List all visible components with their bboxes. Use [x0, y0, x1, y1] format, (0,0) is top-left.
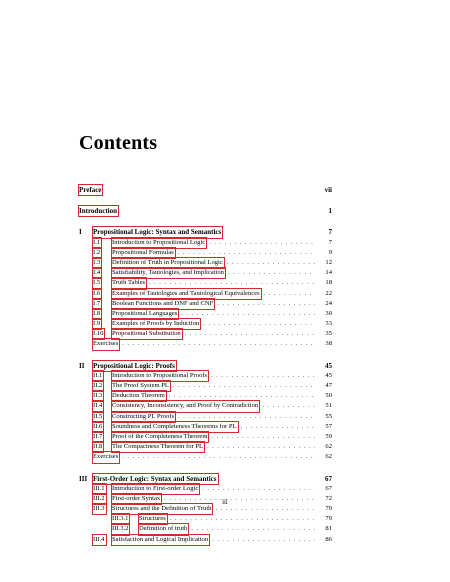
dot-leader	[170, 514, 315, 524]
toc-section-number-link[interactable]: I.10	[93, 329, 104, 339]
toc-page-number: 45	[325, 371, 332, 379]
toc-section-title-link[interactable]: Proof of the Completeness Theorem	[112, 432, 208, 442]
toc-section-title-link[interactable]: Boolean Functions and DNF and CNF	[112, 299, 214, 309]
toc-section-entry	[79, 238, 332, 248]
toc-page-number: 7	[328, 238, 332, 246]
toc-section-entry	[79, 309, 332, 319]
toc-section-entry	[79, 329, 332, 339]
toc-section-entry	[79, 422, 332, 432]
toc-page-number: 35	[325, 330, 332, 338]
toc-section-number-link[interactable]: I.4	[93, 268, 101, 278]
dot-leader	[122, 452, 315, 462]
toc-section-number-link[interactable]: II.1	[93, 371, 103, 381]
toc-page-number: 9	[328, 248, 332, 256]
toc-section-entry	[79, 535, 332, 545]
dot-leader	[169, 391, 315, 401]
dot-leader	[228, 268, 315, 278]
toc-section-number-link[interactable]: II.2	[93, 381, 103, 391]
toc-page-number: 7	[328, 228, 332, 237]
toc-section-title-link[interactable]: Soundness and Completeness Theorems for PL	[112, 422, 238, 432]
dot-leader	[211, 432, 315, 442]
toc-exercises-entry	[79, 339, 332, 349]
toc-page-number: vii	[324, 186, 332, 194]
toc-section-title-link[interactable]: The Proof System PL	[112, 381, 170, 391]
toc-page-number: 67	[325, 484, 332, 492]
dot-leader	[149, 278, 315, 288]
toc-section-entry	[79, 371, 332, 381]
toc-page-number: 81	[325, 525, 332, 533]
toc-section-title-link[interactable]: The Compactness Theorem for PL	[112, 442, 204, 452]
toc-section-entry	[79, 248, 332, 258]
toc-page-number: 67	[325, 474, 332, 483]
dot-leader	[209, 238, 315, 248]
toc-part-heading	[79, 361, 332, 371]
toc-section-number-link[interactable]: III.3	[93, 504, 106, 514]
dot-leader	[173, 381, 315, 391]
dot-leader	[227, 258, 315, 268]
toc-page-number: 59	[325, 432, 332, 440]
dot-leader	[262, 401, 315, 411]
dot-leader	[185, 329, 315, 339]
toc-section-number-link[interactable]: III.3.1	[112, 514, 129, 524]
toc-section-number-link[interactable]: III.1	[93, 484, 106, 494]
toc-section-number-link[interactable]: II.4	[93, 401, 103, 411]
dot-leader	[203, 319, 315, 329]
page-title: Contents	[79, 132, 158, 154]
toc-section-title-link[interactable]: Deduction Theorem	[112, 391, 166, 401]
toc-section-title-link[interactable]: Satisfiability, Tautologies, and Implication	[112, 268, 225, 278]
toc-page-number: 72	[325, 494, 332, 502]
toc-page-number: 86	[325, 535, 332, 543]
toc-page-number: 50	[325, 392, 332, 400]
toc-page-number: 45	[325, 361, 332, 370]
toc-page-number: 18	[325, 279, 332, 287]
toc-section-entry	[79, 278, 332, 288]
toc-part-link[interactable]: Propositional Logic: Syntax and Semantics	[93, 228, 222, 237]
toc-parts	[79, 227, 332, 544]
dot-leader	[178, 412, 315, 422]
toc-section-entry	[79, 268, 332, 278]
toc-part-link[interactable]: Propositional Logic: Proofs	[93, 361, 175, 370]
toc-section-title-link[interactable]: Structures	[139, 514, 167, 524]
toc-section-number-link[interactable]: I.3	[93, 258, 101, 268]
toc-section-title-link[interactable]: Constructing PL Proofs	[112, 412, 175, 422]
toc-section-entry	[79, 258, 332, 268]
toc-section-number-link[interactable]: III.3.2	[112, 524, 129, 534]
toc-part-heading	[79, 474, 332, 484]
toc-section-title-link[interactable]: Examples of Proofs by Induction	[112, 319, 200, 329]
toc-section-entry	[79, 391, 332, 401]
toc-section-entry	[79, 432, 332, 442]
dot-leader	[217, 299, 315, 309]
toc-section-number-link[interactable]: II.8	[93, 442, 103, 452]
toc-subsection-entry	[79, 514, 332, 524]
toc-entry-preface	[79, 185, 332, 195]
toc-part-number: III	[79, 474, 88, 483]
dot-leader	[241, 422, 315, 432]
toc-section-number-link[interactable]: I.9	[93, 319, 101, 329]
toc-page-number: 38	[325, 340, 332, 348]
toc-section-number-link[interactable]: I.7	[93, 299, 101, 309]
toc-page-number: 24	[325, 299, 332, 307]
dot-leader	[202, 484, 315, 494]
toc-section-entry	[79, 442, 332, 452]
toc-section-number-link[interactable]: I.8	[93, 309, 101, 319]
dot-leader	[211, 371, 315, 381]
page-number: iii	[222, 499, 228, 506]
toc-section-entry	[79, 319, 332, 329]
toc-entry-introduction	[79, 206, 332, 216]
toc-section-number-link[interactable]: I.1	[93, 238, 101, 248]
toc-page-number: 79	[325, 505, 332, 513]
toc-section-number-link[interactable]: III.2	[93, 494, 106, 504]
toc-section-title-link[interactable]: Satisfaction and Logical Implication	[112, 535, 209, 545]
toc-section-title-link[interactable]: Definition of truth	[139, 524, 188, 534]
toc-page-number: 51	[325, 402, 332, 410]
toc-section-title-link[interactable]: First-order Syntax	[112, 494, 161, 504]
toc-page-number: 57	[325, 422, 332, 430]
dot-leader	[178, 248, 315, 258]
toc-section-entry	[79, 412, 332, 422]
toc-section-number-link[interactable]: II.6	[93, 422, 103, 432]
toc-section-entry	[79, 289, 332, 299]
toc-page-number: 22	[325, 289, 332, 297]
toc-section-title-link[interactable]: Propositional Formulas	[112, 248, 175, 258]
toc-section-title-link[interactable]: Propositional Languages	[112, 309, 178, 319]
toc-section-entry	[79, 484, 332, 494]
toc-page-number: 1	[328, 207, 332, 216]
toc-section-number-link[interactable]: I.6	[93, 289, 101, 299]
toc-section-title-link[interactable]: Structures and the Definition of Truth	[112, 504, 212, 514]
toc-exercises-link[interactable]: Exercises	[93, 452, 119, 462]
toc-subsection-entry	[79, 524, 332, 534]
toc-section-entry	[79, 401, 332, 411]
toc-page-number: 33	[325, 320, 332, 328]
toc-section-number-link[interactable]: I.2	[93, 248, 101, 258]
dot-leader	[191, 524, 315, 534]
toc-page-number: 14	[325, 269, 332, 277]
toc-part-number: I	[79, 228, 82, 237]
toc-section-entry	[79, 299, 332, 309]
toc-section-title-link[interactable]: Consistency, Inconsistency, and Proof by Contradiction	[112, 401, 259, 411]
dot-leader	[264, 289, 315, 299]
toc-page-number: 79	[325, 515, 332, 523]
toc-section-title-link[interactable]: Propositional Substitution	[112, 329, 182, 339]
toc-section-number-link[interactable]: II.5	[93, 412, 103, 422]
toc-section-entry	[79, 381, 332, 391]
toc-exercises-entry	[79, 452, 332, 462]
toc-exercises-link[interactable]: Exercises	[93, 339, 119, 349]
toc-section-number-link[interactable]: III.4	[93, 535, 106, 545]
dot-leader	[122, 339, 315, 349]
dot-leader	[212, 535, 315, 545]
toc-section-title-link[interactable]: Examples of Tautologies and Tautological Equivalences	[112, 289, 261, 299]
toc-section-title-link[interactable]: Truth Tables	[112, 278, 146, 288]
toc-part-link[interactable]: First-Order Logic: Syntax and Semantics	[93, 474, 217, 483]
toc-section-title-link[interactable]: Introduction to Propositional Logic	[112, 238, 206, 248]
toc-section-number-link[interactable]: II.3	[93, 391, 103, 401]
table-of-contents	[79, 185, 332, 545]
toc-page-number: 62	[325, 443, 332, 451]
toc-section-number-link[interactable]: I.5	[93, 278, 101, 288]
toc-page-number: 55	[325, 412, 332, 420]
toc-part-number: II	[79, 361, 85, 370]
dot-leader	[181, 309, 315, 319]
toc-section-number-link[interactable]: II.7	[93, 432, 103, 442]
dot-leader	[207, 442, 315, 452]
toc-link-preface[interactable]: Preface	[79, 186, 102, 194]
toc-section-title-link[interactable]: Introduction to Propositional Proofs	[112, 371, 208, 381]
toc-part-heading	[79, 227, 332, 237]
toc-page-number: 30	[325, 309, 332, 317]
toc-link-introduction[interactable]: Introduction	[79, 207, 117, 216]
toc-page-number: 47	[325, 382, 332, 389]
toc-page-number: 62	[325, 453, 332, 461]
toc-page-number: 12	[325, 258, 332, 266]
toc-section-title-link[interactable]: Introduction to First-order Logic	[112, 484, 199, 494]
toc-section-title-link[interactable]: Definition of Truth in Propositional Logic	[112, 258, 224, 268]
